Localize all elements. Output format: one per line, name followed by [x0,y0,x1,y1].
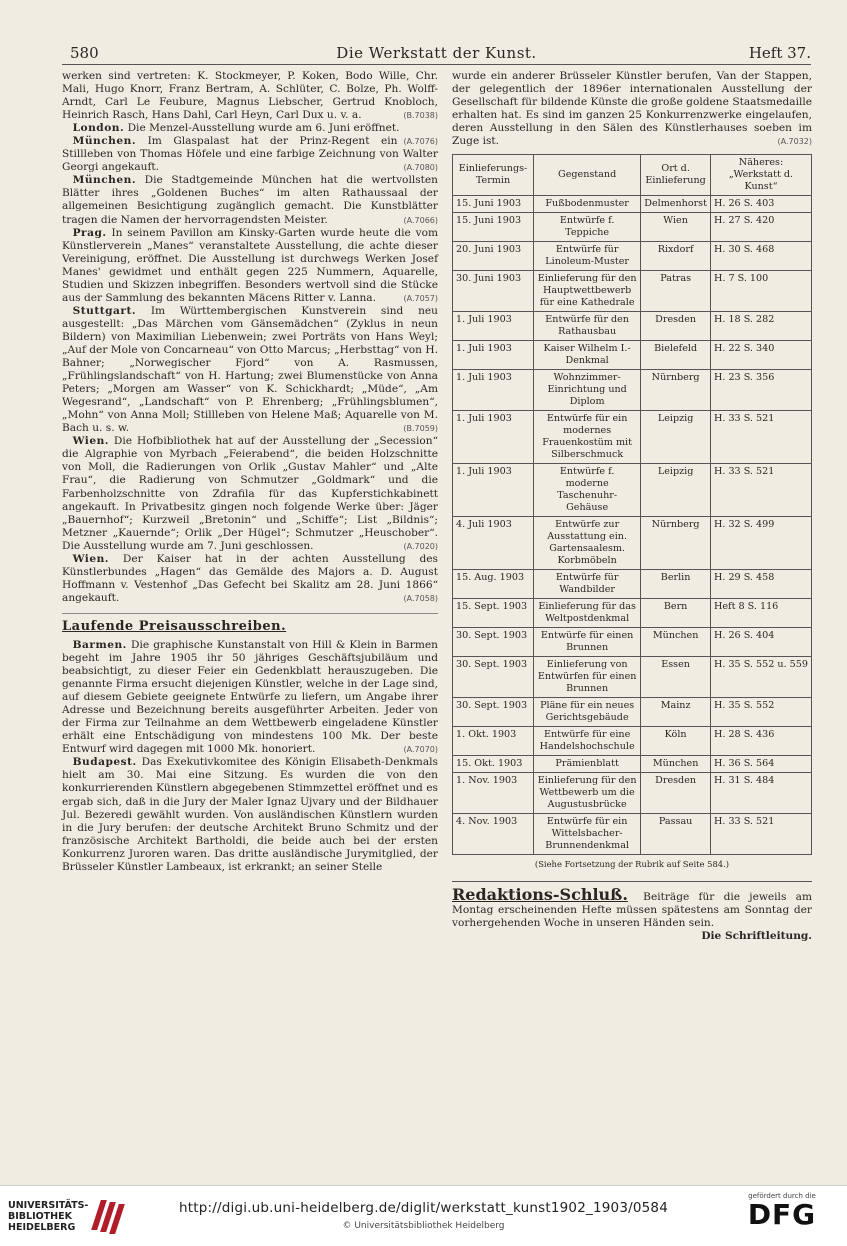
cell-ref: H. 26 S. 403 [710,196,811,213]
cell-ref: H. 35 S. 552 [710,698,811,727]
paragraph: Barmen. Die graphische Kunstanstalt von Hill & Klein in Barmen begeht im Jahre 1905 ihr 50 jähriges Geschäftsjubiläum und beabsichtigt, zu dieser Feier ein Gedenkblatt herauszugeben. Die genannte Firma ersucht diejenigen Künstler, welche in der Lage sind, auf diesem Gebiete geeignete Entwürfe zu liefern, um Angabe ihrer Adresse und Bezeichnung bereits ausgeführter Arbeiten. Jeder von der Firma zur Teilnahme an dem Wettbewerb eingeladene Künstler erhält eine Entschädigung von mindestens 100 Mk. Der beste Entwurf wird dagegen mit 1000 Mk. honoriert. (A.7070) [62,638,438,756]
paragraph: London. Die Menzel-Ausstellung wurde am 6. Juni eröffnet. (A.7076) [72,122,438,147]
editorial-deadline-box [452,881,812,943]
cell-subject: Entwürfe f. moderne Taschenuhr-Gehäuse [534,464,641,517]
cell-ref: H. 7 S. 100 [710,271,811,312]
cell-place: Leipzig [641,464,711,517]
cell-subject: Fußbodenmuster [534,196,641,213]
cell-place: Bielefeld [641,341,711,370]
table-row [453,517,812,570]
table-row [453,727,812,756]
table-row [453,570,812,599]
paragraph: Wien. Die Hofbibliothek hat auf der Ausstellung der „Secession“ die Algraphie von Myrbach „Feierabend“, die beiden Holzschnitte von Moll, die Radierungen von Orlik „Gustav Mahler“ und „Alte Frau“, die Radierung von Schmutzer „Goldmark“ und die Farbenholzschnitte von Zdrafila für das Kupferstichkabinett angekauft. In Privatbesitz gingen noch folgende Werke über: Jäger „Bauernhof“; Kurzweil „Bretonin“ und „Schiffe“; List „Bildnis“; Metzner „Kauernde“; Orlik „Der Hügel“; Schmutzer „Heuschober“. Die Ausstellung wurde am 7. Juni geschlossen. (A.7020) [62,435,438,552]
cell-date: 4. Juli 1903 [453,517,534,570]
cell-place: Delmenhorst [641,196,711,213]
cell-ref: H. 36 S. 564 [710,756,811,773]
table-row [453,599,812,628]
col-header-place: Ort d. Einlieferung [641,155,711,196]
cell-subject: Entwürfe für den Rathausbau [534,312,641,341]
table-row [453,814,812,855]
cell-date: 1. Nov. 1903 [453,773,534,814]
table-row [453,242,812,271]
cell-date: 15. Aug. 1903 [453,570,534,599]
cell-ref: H. 31 S. 484 [710,773,811,814]
cell-ref: H. 18 S. 282 [710,312,811,341]
cell-subject: Einlieferung von Entwürfen für einen Brunnen [534,657,641,698]
paragraph: werken sind vertreten: K. Stockmeyer, P. Koken, Bodo Wille, Chr. Mali, Hugo Knorr, Franz Bertram, A. Schlüter, C. Bolze, Ph. Wolff-Arndt, Carl Le Feubure, Magnus Liebscher, Gertrud Knobloch, Heinrich Rasch, Hans Dahl, Carl Heyn, Carl Dux u. v. a. (B.7038) [62,70,438,122]
table-row [453,698,812,727]
table-row [453,657,812,698]
cell-date: 1. Okt. 1903 [453,727,534,756]
table-row [453,213,812,242]
dfg-sponsor[interactable] [727,1192,837,1230]
table-row [453,411,812,464]
issue-number: Heft 37. [748,44,811,62]
cell-date: 15. Juni 1903 [453,196,534,213]
cell-place: Dresden [641,773,711,814]
cell-date: 30. Sept. 1903 [453,698,534,727]
cell-date: 1. Juli 1903 [453,464,534,517]
competitions-table [452,154,812,855]
cell-place: Köln [641,727,711,756]
cell-ref: H. 23 S. 356 [710,370,811,411]
library-logo-text: UNIVERSITÄTS- BIBLIOTHEK HEIDELBERG [8,1200,89,1233]
cell-place: Bern [641,599,711,628]
editorial-text: Beiträge für die jeweils am Montag erscheinenden Hefte müssen spätestens am Sonntag der vorhergehenden Woche in unseren Händen sein. [452,891,812,930]
cell-place: Essen [641,657,711,698]
left-column [62,70,438,874]
cell-place: Passau [641,814,711,855]
cell-ref: H. 33 S. 521 [710,464,811,517]
dfg-logo: DFG [747,1198,817,1231]
cell-subject: Entwürfe für einen Brunnen [534,628,641,657]
table-row [453,773,812,814]
cell-ref: Heft 8 S. 116 [710,599,811,628]
cell-date: 1. Juli 1903 [453,341,534,370]
cell-subject: Wohnzimmer-Einrichtung und Diplom [534,370,641,411]
table-row [453,312,812,341]
table-row [453,196,812,213]
cell-place: Berlin [641,570,711,599]
cell-subject: Entwürfe für Wandbilder [534,570,641,599]
cell-place: Nürnberg [641,517,711,570]
cell-ref: H. 32 S. 499 [710,517,811,570]
cell-ref: H. 35 S. 552 u. 559 [710,657,811,698]
cell-date: 1. Juli 1903 [453,312,534,341]
cell-place: München [641,628,711,657]
cell-date: 15. Okt. 1903 [453,756,534,773]
table-header-row [453,155,812,196]
cell-place: Leipzig [641,411,711,464]
cell-ref: H. 28 S. 436 [710,727,811,756]
page-number: 580 [70,44,99,62]
cell-place: München [641,756,711,773]
cell-place: Dresden [641,312,711,341]
cell-ref: H. 29 S. 458 [710,570,811,599]
cell-ref: H. 27 S. 420 [710,213,811,242]
cell-subject: Einlieferung für den Wettbewerb um die Augustusbrücke [534,773,641,814]
cell-subject: Einlieferung für den Hauptwettbewerb für eine Kathedrale [534,271,641,312]
table-row [453,271,812,312]
cell-subject: Entwürfe für Linoleum-Muster [534,242,641,271]
paragraph: München. Im Glaspalast hat der Prinz-Regent ein Stillleben von Thomas Höfele und eine farbige Zeichnung von Walter Georgi angekauft. (A.7080) [62,135,438,174]
cell-place: Nürnberg [641,370,711,411]
cell-ref: H. 22 S. 340 [710,341,811,370]
cell-date: 15. Juni 1903 [453,213,534,242]
cell-subject: Entwürfe für eine Handelshochschule [534,727,641,756]
cell-subject: Einlieferung für das Weltpostdenkmal [534,599,641,628]
cell-ref: H. 30 S. 468 [710,242,811,271]
cell-date: 15. Sept. 1903 [453,599,534,628]
journal-title: Die Werkstatt der Kunst. [336,44,537,62]
cell-ref: H. 33 S. 521 [710,411,811,464]
table-row [453,370,812,411]
paragraph: wurde ein anderer Brüsseler Künstler berufen, Van der Stappen, der gelegentlich der 1896er internationalen Ausstellung der Gesellschaft für bildende Künste die große goldene Staatsmedaille erhalten hat. Es sind im ganzen 25 Konkurrenzwerke eingelaufen, deren Ausstellung in den Sälen des Künstlerhauses soeben im Zuge ist. (A.7032) [452,70,812,148]
cell-ref: H. 26 S. 404 [710,628,811,657]
paragraph: Wien. Der Kaiser hat in der achten Ausstellung des Künstlerbundes „Hagen“ das Gemälde des Majors a. D. August Hoffmann v. Vestenhof „Das Gefecht bei Skalitz am 28. Juni 1866“ angekauft. (A.7058) [62,552,438,604]
dfg-label: gefördert durch die [748,1192,816,1200]
cell-date: 4. Nov. 1903 [453,814,534,855]
paragraph: Prag. In seinem Pavillon am Kinsky-Garten wurde heute die vom Künstlerverein „Manes“ veranstaltete Ausstellung, die achte dieser Vereinigung, eröffnet. Die Ausstellung ist durchwegs Werken Josef Manes' gewidmet und enthält gegen 225 Nummern, Aquarelle, Studien und Skizzen inbegriffen. Besonders wertvoll sind die Stücke aus der Sammlung des bekannten Mäcens Ritter v. Lanna. (A.7057) [62,226,438,304]
cell-date: 20. Juni 1903 [453,242,534,271]
table-note: (Siehe Fortsetzung der Rubrik auf Seite 584.) [534,859,730,870]
paragraph: Budapest. Das Exekutivkomitee des Königin Elisabeth-Denkmals hielt am 30. Mai eine Sitzung. Es wurden die von den konkurrierenden Künstlern abgegebenen Stimmzettel eröffnet und es ergab sich, daß in die Jury der Maler Ignaz Ujvary und der Bildhauer Jul. Bezeredi gewählt wurden. Von ausländischen Künstlern wurden in die Jury berufen: der deutsche Architekt Bruno Schmitz und der französische Architekt Bartholdi, die beide auch bei der ersten Konkurrenz Juroren waren. Das dritte ausländische Jurymitglied, der Brüsseler Künstler Lambeaux, ist erkrankt; an seiner Stelle [62,756,438,873]
cell-subject: Kaiser Wilhelm I.-Denkmal [534,341,641,370]
editorial-title: Redaktions-Schluß. [452,885,628,905]
cell-subject: Entwürfe für ein modernes Frauenkostüm mit Silberschmuck [534,411,641,464]
divider [62,613,438,614]
table-row [453,464,812,517]
paragraph: Stuttgart. Im Württembergischen Kunstverein sind neu ausgestellt: „Das Märchen vom Gänsemädchen“ (Zyklus in neun Bildern) von Maximilian Liebenwein; zwei Porträts von Hans Weyl; „Auf der Mole von Concarneau“ von Otto Marcus; „Herbsttag“ von H. Bahner; „Norwegischer Fjord“ von A. Rasmussen, „Frühlingslandschaft“ von H. Hartung; zwei Blumenstücke von Anna Peters; „Morgen am Wasser“ von K. Schickhardt; „Müde“, „Am Wegesrand“, „Landschaft“ von P. Ehrenberg; „Frühlingsblumen“, „Mohn“ von Anna Moll; Stillleben von Helene Maß; Aquarelle von M. Bach u. s. w. (B.7059) [62,304,438,435]
section-heading: Laufende Preisausschreiben. [62,618,287,634]
ref-code: (B.7038) [403,111,438,121]
cell-subject: Entwürfe für ein Wittelsbacher-Brunnendenkmal [534,814,641,855]
col-header-date: Einlieferungs-Termin [453,155,534,196]
cell-subject: Entwürfe zur Ausstattung ein. Gartensaalesm. Korbmöbeln [534,517,641,570]
col-header-subject: Gegenstand [534,155,641,196]
cell-date: 30. Sept. 1903 [453,657,534,698]
cell-date: 1. Juli 1903 [453,370,534,411]
cell-subject: Pläne für ein neues Gerichtsgebäude [534,698,641,727]
right-column [452,70,812,943]
table-row [453,756,812,773]
cell-date: 1. Juli 1903 [453,411,534,464]
col-header-ref: Näheres: „Werkstatt d. Kunst“ [710,155,811,196]
cell-date: 30. Sept. 1903 [453,628,534,657]
cell-place: Patras [641,271,711,312]
cell-date: 30. Juni 1903 [453,271,534,312]
paragraph: München. Die Stadtgemeinde München hat die wertvollsten Blätter ihres „Goldenen Buches“ im alten Rathaussaal der allgemeinen Besichtigung zugänglich gemacht. Die Kunstblätter tragen die Namen der hervorragendsten Meister. (A.7066) [62,174,439,226]
cell-subject: Entwürfe f. Teppiche [534,213,641,242]
copyright-text: © Universitätsbibliothek Heidelberg [342,1221,505,1231]
cell-ref: H. 33 S. 521 [710,814,811,855]
cell-place: Rixdorf [641,242,711,271]
cell-place: Mainz [641,698,711,727]
viewer-footer [0,1185,847,1246]
permalink-url[interactable]: http://digi.ub.uni-heidelberg.de/diglit/werkstatt_kunst1902_1903/0584 [178,1200,669,1216]
page-header [62,40,811,65]
cell-subject: Prämienblatt [534,756,641,773]
cell-place: Wien [641,213,711,242]
editorial-signature: Die Schriftleitung. [701,930,812,943]
table-row [453,341,812,370]
table-row [453,628,812,657]
